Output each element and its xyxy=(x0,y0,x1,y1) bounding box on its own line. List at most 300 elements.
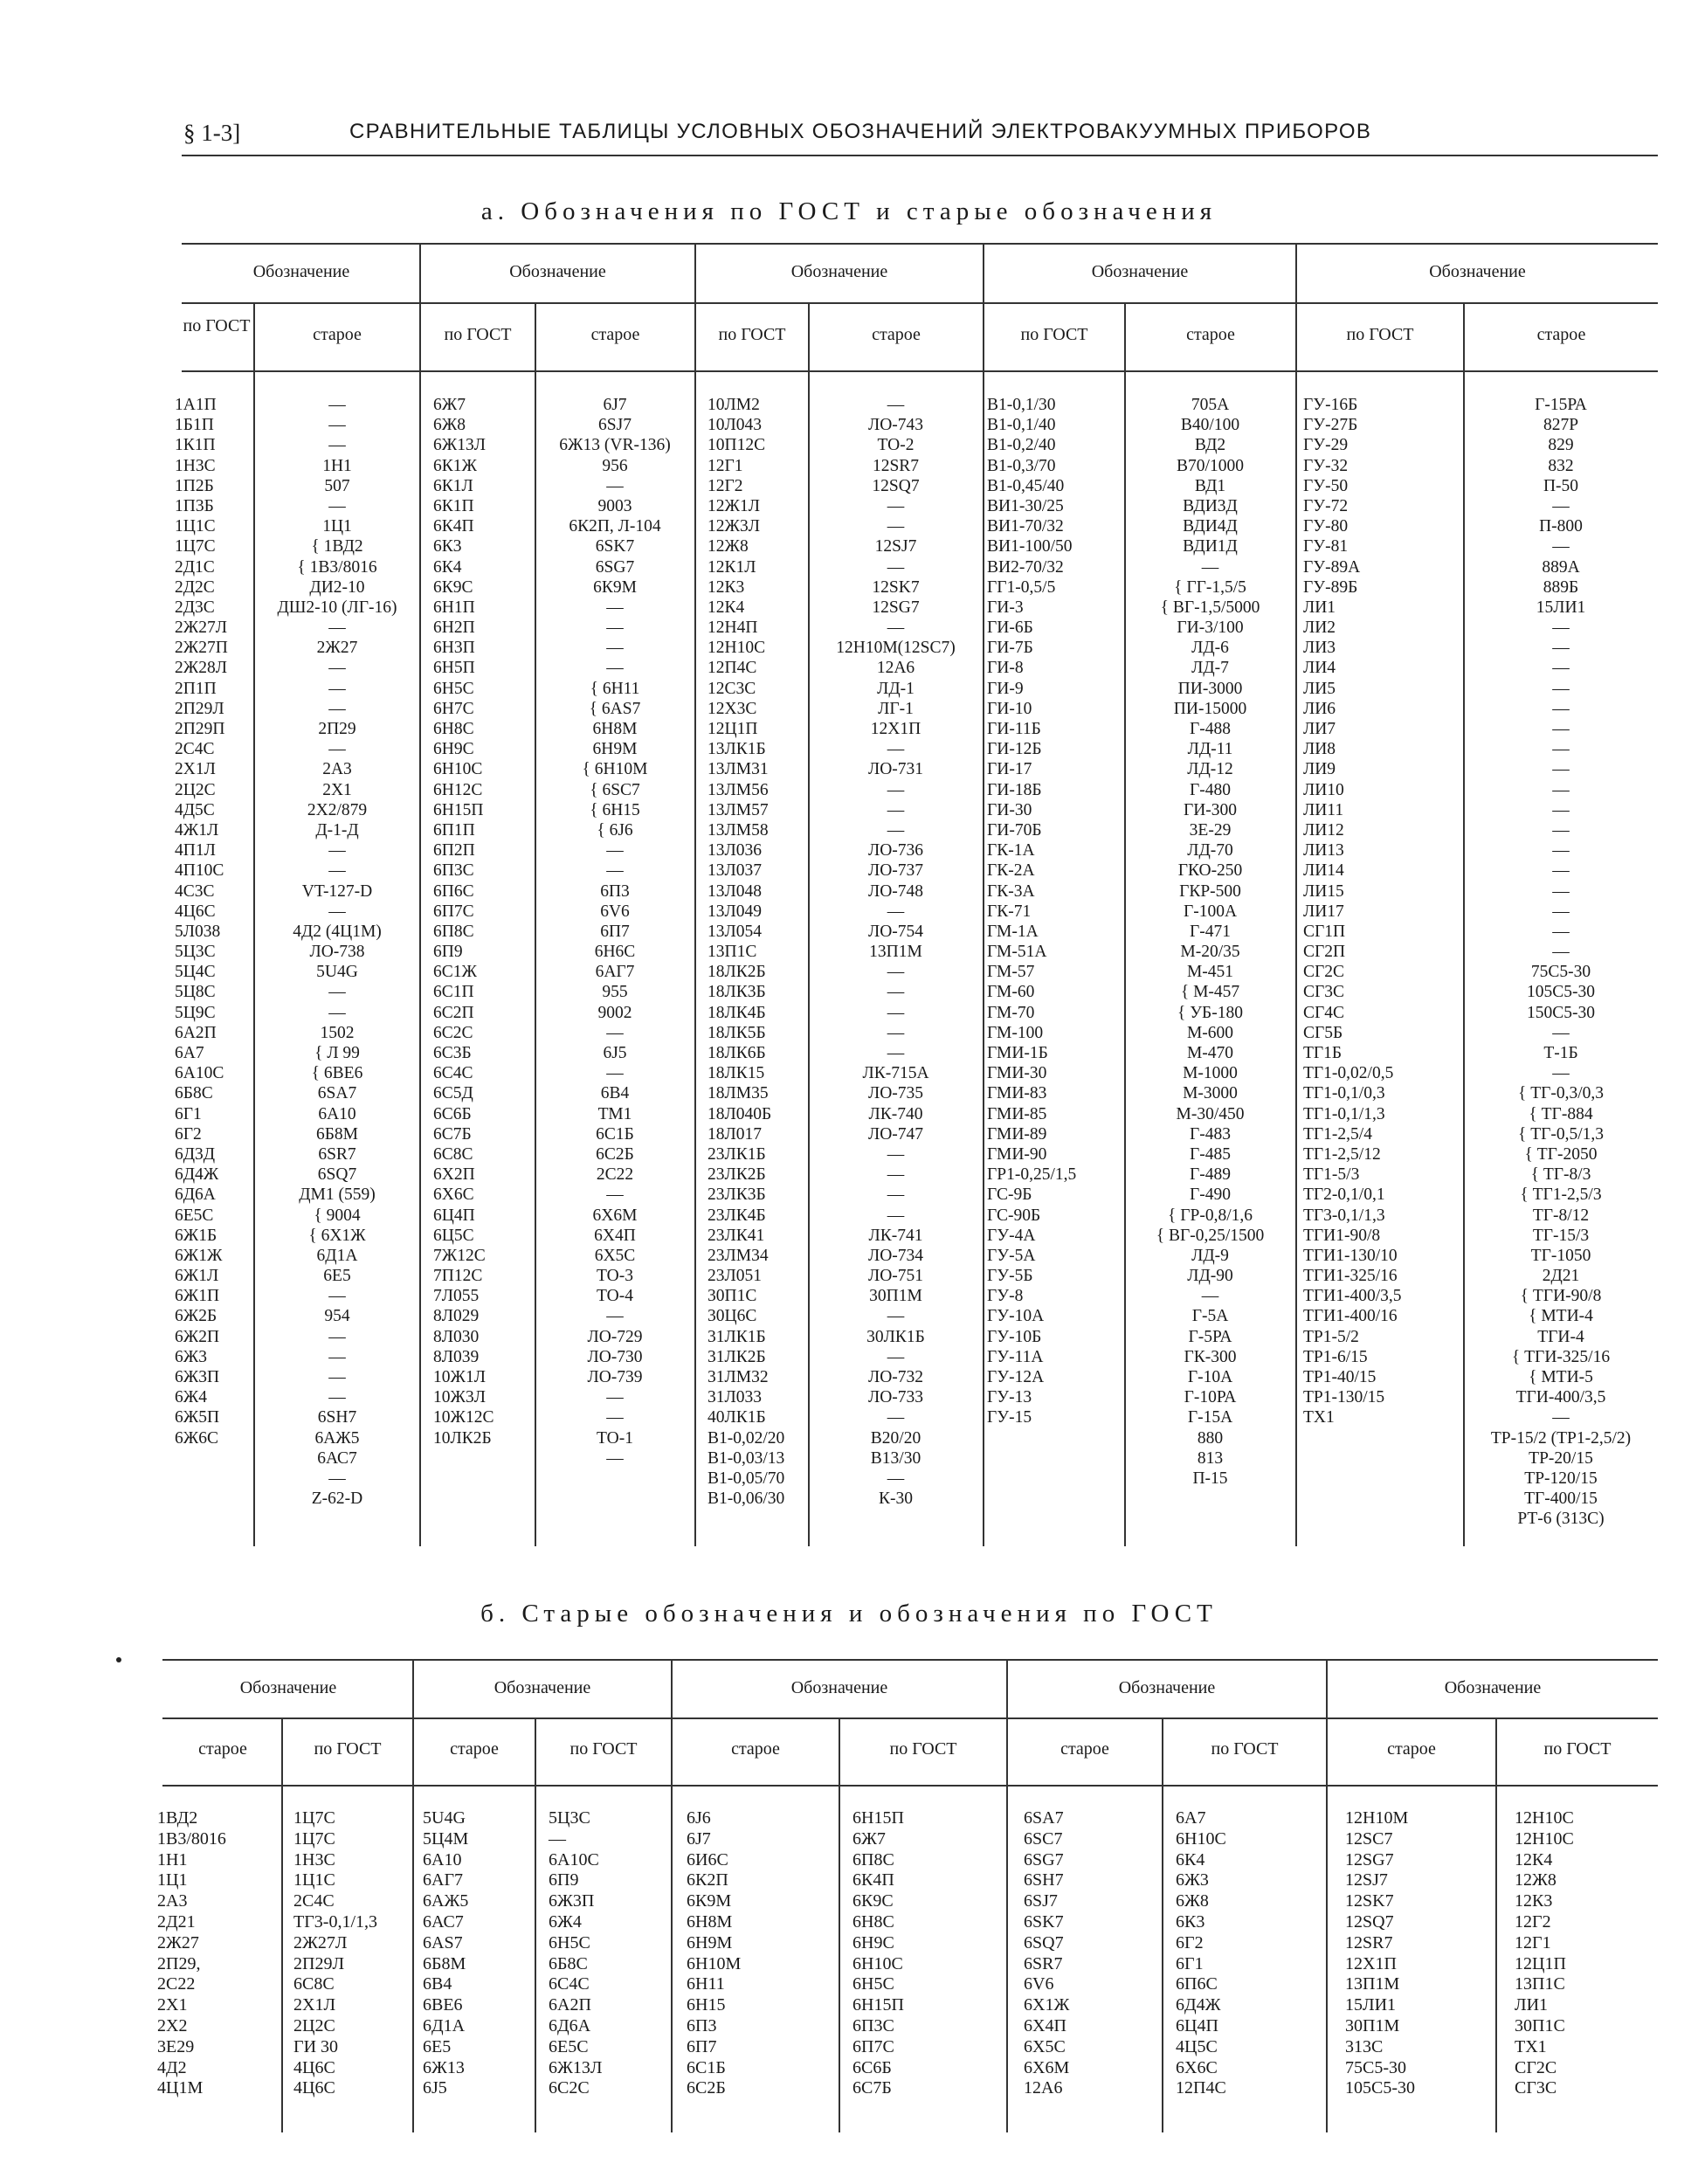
table-a-col-old xyxy=(810,395,982,1509)
page-title: СРАВНИТЕЛЬНЫЕ ТАБЛИЦЫ УСЛОВНЫХ ОБОЗНАЧЕНИЙ ЭЛЕКТРОВАКУУМНЫХ ПРИБОРОВ xyxy=(349,120,1372,143)
table-cell: 6Б8М xyxy=(423,1953,466,1973)
table-cell: В1-0,3/70 xyxy=(987,456,1056,475)
table-cell: 2С4С xyxy=(293,1891,335,1911)
table-a-group-divider xyxy=(983,245,984,1546)
table-cell: ЛО-747 xyxy=(867,1124,924,1144)
table-cell: 6V6 xyxy=(1024,1974,1054,1994)
table-cell: 1Н3С xyxy=(293,1849,335,1870)
table-cell: ТР1-5/2 xyxy=(1303,1327,1359,1346)
table-cell: 2Х1Л xyxy=(175,760,216,779)
table-cell: ГКО-250 xyxy=(1177,861,1243,881)
table-cell: 6Н10С xyxy=(1176,1828,1226,1849)
table-cell: 6П3С xyxy=(433,861,474,881)
table-cell: 6П7 xyxy=(687,2036,717,2056)
table-b-caption: б. Старые обозначения и обозначения по ГОСТ xyxy=(480,1600,1218,1628)
table-cell: ГС-9Б xyxy=(987,1185,1032,1205)
table-cell: ГУ-8 xyxy=(987,1287,1024,1306)
table-cell: СГ5Б xyxy=(1303,1023,1343,1042)
table-cell: 23ЛК41 xyxy=(708,1226,765,1245)
table-cell: 2Х2 xyxy=(157,2015,188,2035)
table-cell: ЛД-6 xyxy=(1191,639,1229,658)
table-cell: 7Л055 xyxy=(433,1287,480,1306)
table-cell: 6К9М xyxy=(593,577,637,597)
table-a-group-divider xyxy=(694,245,696,1546)
table-cell: 6SC7 xyxy=(1024,1828,1063,1849)
table-cell: — xyxy=(887,496,905,515)
table-cell: Г-10РА xyxy=(1184,1388,1237,1407)
table-cell: 6Х1Ж xyxy=(1024,1995,1070,2015)
table-cell: 31ЛК2Б xyxy=(708,1347,766,1366)
table-cell: 13П1С xyxy=(708,943,757,962)
table-cell: 6К4 xyxy=(433,557,462,577)
table-cell: — xyxy=(328,699,346,718)
table-cell: ГС-90Б xyxy=(987,1206,1041,1225)
table-cell: 2П29Л xyxy=(293,1953,345,1973)
table-cell: 5Ц9С xyxy=(175,1003,216,1022)
table-cell: ГМ-60 xyxy=(987,983,1035,1002)
table-b-col-old xyxy=(1345,1808,1494,2099)
table-cell: 4Д2 xyxy=(157,2057,187,2077)
table-cell: ЛИ2 xyxy=(1303,619,1336,638)
table-cell: — xyxy=(1552,922,1570,941)
table-cell: — xyxy=(1552,780,1570,799)
table-cell: 2П29, xyxy=(157,1953,201,1973)
table-cell: 2Д1С xyxy=(175,557,215,577)
table-cell: В13/30 xyxy=(870,1448,921,1468)
table-cell: СГ4С xyxy=(1303,1003,1345,1022)
table-cell: { ТГИ-325/16 xyxy=(1511,1347,1611,1366)
table-cell: — xyxy=(606,1388,624,1407)
table-cell: 5Л038 xyxy=(175,922,221,941)
table-cell: — xyxy=(606,1064,624,1083)
table-cell: 10Ж12С xyxy=(433,1408,494,1427)
table-cell: ВИ1-30/25 xyxy=(987,496,1064,515)
table-cell: 6П8С xyxy=(433,922,474,941)
table-cell: 2Д21 xyxy=(1542,1267,1580,1286)
table-cell: 6Н3П xyxy=(433,639,475,658)
table-cell: 12Г1 xyxy=(1515,1932,1551,1952)
table-cell: — xyxy=(606,619,624,638)
table-cell: ТГ-15/3 xyxy=(1532,1226,1590,1245)
table-cell: 6С4С xyxy=(549,1974,590,1994)
table-cell: ТГИ1-325/16 xyxy=(1303,1267,1398,1286)
table-cell: ГМ-70 xyxy=(987,1003,1035,1022)
header-rule xyxy=(182,155,1658,156)
table-cell: ГИ-18Б xyxy=(987,780,1042,799)
table-cell: — xyxy=(328,1327,346,1346)
table-cell: 12SR7 xyxy=(872,456,920,475)
table-cell: ГМИ-89 xyxy=(987,1124,1047,1144)
table-cell: ЛО-733 xyxy=(867,1388,924,1407)
table-cell: 2Д3С xyxy=(175,598,215,617)
table-cell: 6Г2 xyxy=(175,1124,202,1144)
table-cell: 12SK7 xyxy=(1345,1891,1394,1911)
table-cell: ТГ1-0,1/1,3 xyxy=(1303,1104,1385,1123)
table-cell: 6Н9М xyxy=(592,740,638,759)
table-cell: 1П2Б xyxy=(175,476,214,495)
table-a-subheader-old: старое xyxy=(590,325,640,344)
table-cell: 6Н5С xyxy=(852,1974,894,1994)
table-cell: ГКР-500 xyxy=(1179,881,1241,901)
table-cell: 6К9М xyxy=(687,1891,732,1911)
table-cell: 6С2Б xyxy=(596,1144,634,1164)
table-cell: 6SR7 xyxy=(1024,1953,1063,1973)
table-cell: 12Н10С xyxy=(1515,1828,1574,1849)
table-cell: 6С1Б xyxy=(596,1124,634,1144)
table-cell: ЛД-1 xyxy=(877,679,915,698)
table-cell: 1Ц1 xyxy=(322,517,352,536)
table-cell: ГИ-6Б xyxy=(987,619,1033,638)
table-cell: ГУ-50 xyxy=(1303,476,1349,495)
table-cell: 30П1М xyxy=(869,1287,922,1306)
table-cell: 8Л039 xyxy=(433,1347,480,1366)
table-cell: 12Х3С xyxy=(708,699,757,718)
table-cell: ТГ2-0,1/0,1 xyxy=(1303,1185,1385,1205)
table-cell: 2Ц2С xyxy=(175,780,216,799)
table-cell: П-15 xyxy=(1192,1469,1228,1488)
table-cell: 6АГ7 xyxy=(423,1870,464,1890)
table-cell: 6К4П xyxy=(433,517,474,536)
table-a-subheader-gost: по ГОСТ xyxy=(1346,325,1414,344)
table-cell: — xyxy=(1552,881,1570,901)
table-cell: — xyxy=(606,841,624,860)
table-cell: — xyxy=(1552,1064,1570,1083)
table-cell: 8Л030 xyxy=(433,1327,480,1346)
table-cell: ЛИ10 xyxy=(1303,780,1344,799)
table-cell: СГ3С xyxy=(1515,2078,1557,2098)
table-cell: М-20/35 xyxy=(1180,943,1240,962)
table-cell: В1-0,02/20 xyxy=(708,1428,785,1448)
table-cell: 6Ж6С xyxy=(175,1428,218,1448)
table-cell: 6ВЕ6 xyxy=(423,1995,463,2015)
table-cell: 6Ж2Б xyxy=(175,1307,217,1326)
table-cell: 18ЛК15 xyxy=(708,1064,765,1083)
table-cell: ГУ-89Б xyxy=(1303,577,1358,597)
table-cell: 6П8С xyxy=(852,1849,894,1870)
table-cell: 6С6Б xyxy=(852,2057,892,2077)
table-cell: — xyxy=(887,1347,905,1366)
table-cell: 6С7Б xyxy=(852,2078,892,2098)
table-cell: 2С4С xyxy=(175,740,215,759)
table-cell: 12SJ7 xyxy=(874,537,917,556)
table-cell: 1Б1П xyxy=(175,416,214,435)
table-cell: 15ЛИ1 xyxy=(1536,598,1586,617)
table-cell: 18Л017 xyxy=(708,1124,762,1144)
table-cell: 507 xyxy=(324,476,350,495)
table-cell: — xyxy=(328,983,346,1002)
table-b-subheader-gost: по ГОСТ xyxy=(569,1739,638,1759)
table-cell: — xyxy=(1552,639,1570,658)
table-cell: 6J5 xyxy=(423,2078,447,2098)
table-cell: 18ЛК6Б xyxy=(708,1044,766,1062)
table-cell: 6Д6А xyxy=(175,1185,216,1205)
table-cell: 6Ж3П xyxy=(549,1891,595,1911)
table-cell: 6К3 xyxy=(1176,1911,1205,1932)
table-cell: 18ЛМ35 xyxy=(708,1084,769,1103)
table-cell: — xyxy=(328,679,346,698)
table-cell: 13Л037 xyxy=(708,861,762,881)
table-cell: 12Ц1П xyxy=(1515,1953,1566,1973)
table-cell: 12Н4П xyxy=(708,619,758,638)
table-b-sub-divider xyxy=(535,1719,536,2132)
table-cell: 954 xyxy=(324,1307,350,1326)
table-cell: 6Х6С xyxy=(1176,2057,1218,2077)
table-cell: 6С7Б xyxy=(433,1124,472,1144)
table-b-group-divider xyxy=(1326,1661,1328,2132)
table-cell: 6А2П xyxy=(175,1023,217,1042)
table-cell: ВД1 xyxy=(1194,476,1226,495)
table-b-group-header: Обозначение xyxy=(790,1678,888,1697)
table-cell: Г-10А xyxy=(1187,1368,1233,1386)
table-cell: ВДИ4Д xyxy=(1183,517,1238,536)
table-b-subheader-old: старое xyxy=(198,1739,247,1759)
table-cell: 2Д21 xyxy=(157,1911,196,1932)
table-cell: 8Л029 xyxy=(433,1307,480,1326)
table-cell: 6К1Ж xyxy=(433,456,477,475)
table-cell: ТР-20/15 xyxy=(1529,1448,1593,1468)
table-cell: ГУ-12А xyxy=(987,1368,1045,1386)
table-a-group-header: Обозначение xyxy=(1429,262,1526,281)
table-cell: 6Х6М xyxy=(1024,2057,1070,2077)
table-cell: 1П3Б xyxy=(175,496,214,515)
table-cell: 6С8С xyxy=(433,1144,473,1164)
table-cell: — xyxy=(328,416,346,435)
table-cell: 813 xyxy=(1197,1448,1224,1468)
table-cell: 6Ж3 xyxy=(1176,1870,1209,1890)
table-cell: — xyxy=(1552,679,1570,698)
table-cell: 6С1Б xyxy=(687,2057,726,2077)
table-cell: 1Ц7С xyxy=(293,1808,335,1828)
table-cell: 1Ц1С xyxy=(293,1870,335,1890)
table-cell: — xyxy=(328,740,346,759)
table-cell: 75С5-30 xyxy=(1345,2057,1406,2077)
table-cell: 1Н1 xyxy=(322,456,352,475)
table-cell: 13ЛМ31 xyxy=(708,760,769,779)
table-cell: 2Ж28Л xyxy=(175,659,227,678)
table-cell: { 6Н11 xyxy=(590,679,640,698)
table-cell: 2Ж27 xyxy=(157,1932,199,1952)
table-cell: — xyxy=(887,557,905,577)
table-cell: 12К3 xyxy=(708,577,745,597)
table-cell: 6J5 xyxy=(603,1044,627,1062)
table-cell: ГУ-15 xyxy=(987,1408,1032,1427)
table-cell: 4С3С xyxy=(175,881,215,901)
table-cell: ВИ1-100/50 xyxy=(987,537,1073,556)
table-cell: 12Г2 xyxy=(708,476,743,495)
table-cell: ГГ1-0,5/5 xyxy=(987,577,1056,597)
table-cell: 6SH7 xyxy=(317,1408,357,1427)
table-cell: — xyxy=(606,1408,624,1427)
table-cell: ЛО-739 xyxy=(587,1368,643,1386)
table-a-col-gost xyxy=(708,395,807,1509)
table-cell: СГ3С xyxy=(1303,983,1345,1002)
table-cell: { 1ВД2 xyxy=(311,537,363,556)
table-cell: ГУ-5Б xyxy=(987,1267,1033,1286)
table-cell: { ВГ-1,5/5000 xyxy=(1160,598,1260,617)
table-cell: ГИ-30 xyxy=(987,800,1032,819)
table-cell: 12К4 xyxy=(1515,1849,1553,1870)
table-cell: — xyxy=(328,1469,346,1488)
table-cell: 6Х4П xyxy=(594,1226,636,1245)
table-cell: — xyxy=(887,1206,905,1225)
table-b-subheader-gost: по ГОСТ xyxy=(1211,1739,1279,1759)
table-cell: ЛИ3 xyxy=(1303,639,1336,658)
table-cell: 6Ж4 xyxy=(175,1388,207,1407)
table-cell: 6Ж3 xyxy=(175,1347,207,1366)
table-cell: СГ2П xyxy=(1303,943,1346,962)
table-cell: ТО-3 xyxy=(597,1267,633,1286)
table-cell: Г-5А xyxy=(1191,1307,1229,1326)
table-cell: — xyxy=(1552,820,1570,840)
table-cell: 6Н8С xyxy=(852,1911,894,1932)
table-cell: ТГИ-4 xyxy=(1537,1327,1584,1346)
table-cell: 6С2Б xyxy=(687,2078,726,2098)
table-cell: — xyxy=(606,598,624,617)
table-cell: ТГ3-0,1/1,3 xyxy=(293,1911,377,1932)
table-cell: Г-15РА xyxy=(1535,396,1587,414)
table-cell: — xyxy=(887,1307,905,1326)
table-cell: ГИ-12Б xyxy=(987,740,1042,759)
table-cell: 6П2П xyxy=(433,841,475,860)
table-cell: 6SA7 xyxy=(317,1084,357,1103)
table-cell: 12Х1П xyxy=(1345,1953,1397,1973)
table-cell: ЛО-751 xyxy=(867,1267,924,1286)
table-cell: { 6Н10М xyxy=(582,760,648,779)
table-cell: 1К1П xyxy=(175,436,216,455)
table-a-group-header: Обозначение xyxy=(252,262,350,281)
table-cell: 6Н9С xyxy=(852,1932,894,1952)
margin-dot xyxy=(116,1657,121,1662)
table-cell: 6Е5С xyxy=(175,1206,214,1225)
table-cell: 832 xyxy=(1548,456,1574,475)
table-cell: ГМ-57 xyxy=(987,963,1035,982)
table-a-col-gost xyxy=(987,395,1123,1428)
table-cell: 4Ж1Л xyxy=(175,820,219,840)
table-cell: 6Ж3П xyxy=(175,1368,220,1386)
table-cell: 6К9С xyxy=(433,577,473,597)
table-cell: — xyxy=(887,1003,905,1022)
table-cell: — xyxy=(887,902,905,921)
table-cell: ГИ-3/100 xyxy=(1177,619,1244,638)
table-cell: 1Н3С xyxy=(175,456,216,475)
table-cell: ГИ-7Б xyxy=(987,639,1033,658)
table-b-head-rule xyxy=(162,1785,1658,1787)
table-cell: 6С8С xyxy=(293,1974,335,1994)
table-cell: 12SR7 xyxy=(1345,1932,1393,1952)
table-cell: 13ЛМ57 xyxy=(708,800,769,819)
table-cell: 6Н8М xyxy=(687,1911,733,1932)
table-cell: — xyxy=(328,1003,346,1022)
table-cell: Г-490 xyxy=(1189,1185,1232,1205)
table-cell: 6С6Б xyxy=(433,1104,472,1123)
table-cell: 5U4G xyxy=(423,1808,466,1828)
table-cell: 6Х2П xyxy=(433,1165,475,1185)
table-a-subheader-gost: по ГОСТ xyxy=(183,316,251,335)
table-cell: Г-15А xyxy=(1187,1408,1233,1427)
table-cell: ГК-300 xyxy=(1184,1347,1237,1366)
table-cell: ТХ1 xyxy=(1515,2036,1547,2056)
table-cell: 5Ц3С xyxy=(175,943,216,962)
table-a-col-old xyxy=(536,395,694,1469)
table-cell: ТГИ1-130/10 xyxy=(1303,1246,1398,1265)
table-cell: 6П3С xyxy=(852,2015,894,2035)
table-cell: 7П12С xyxy=(433,1267,483,1286)
table-cell: ЛИ8 xyxy=(1303,740,1336,759)
table-cell: 12Н10С xyxy=(1515,1808,1574,1828)
table-cell: 4Д2 (4Ц1М) xyxy=(293,922,382,941)
table-cell: 6Ц5С xyxy=(433,1226,474,1245)
table-cell: 6SA7 xyxy=(1024,1808,1064,1828)
table-cell: 6Х4П xyxy=(1024,2015,1066,2035)
table-cell: 12К4 xyxy=(708,598,745,617)
table-cell: 4П10С xyxy=(175,861,224,881)
table-cell: — xyxy=(328,396,346,414)
table-cell: 6П7 xyxy=(600,922,630,941)
table-cell: ЛД-90 xyxy=(1187,1267,1233,1286)
table-cell: 6Ж13Л xyxy=(549,2057,603,2077)
table-cell: 6Ж2П xyxy=(175,1327,220,1346)
table-cell: К-30 xyxy=(879,1489,913,1509)
table-cell: 1502 xyxy=(320,1023,355,1042)
table-cell: ГМ-100 xyxy=(987,1023,1044,1042)
table-cell: ТГИ1-400/3,5 xyxy=(1303,1287,1402,1306)
table-cell: 6П7С xyxy=(852,2036,894,2056)
table-cell: 889А xyxy=(1542,557,1580,577)
table-cell: 6Ж8 xyxy=(433,416,466,435)
table-cell: 889Б xyxy=(1543,577,1579,597)
table-cell: 6Н11 xyxy=(687,1974,725,1994)
table-a-group-header: Обозначение xyxy=(1091,262,1189,281)
table-cell: 6Н10С xyxy=(852,1953,903,1973)
table-a-group-divider xyxy=(1295,245,1297,1546)
table-cell: ГУ-80 xyxy=(1303,517,1349,536)
table-cell: — xyxy=(606,659,624,678)
table-cell: — xyxy=(328,496,346,515)
table-cell: ТГ-400/15 xyxy=(1524,1489,1598,1509)
table-cell: ЛИ17 xyxy=(1303,902,1344,921)
table-cell: ЛК-740 xyxy=(868,1104,923,1123)
table-cell: { 6SC7 xyxy=(590,780,640,799)
table-cell: 10ЛМ2 xyxy=(708,396,760,414)
table-cell: — xyxy=(887,1408,905,1427)
table-b-group-divider xyxy=(671,1661,673,2132)
table-cell: 6АЖ5 xyxy=(314,1428,360,1448)
table-cell: ЛО-736 xyxy=(867,841,924,860)
table-cell: 105С5-30 xyxy=(1527,983,1595,1002)
table-cell: 105С5-30 xyxy=(1345,2078,1415,2098)
table-cell: 30П1С xyxy=(1515,2015,1565,2035)
table-cell: 23ЛК4Б xyxy=(708,1206,766,1225)
table-cell: 6К1Л xyxy=(433,476,473,495)
table-cell: 1Ц7С xyxy=(293,1828,335,1849)
table-cell: 6Б8С xyxy=(549,1953,588,1973)
table-cell: Т-1Б xyxy=(1543,1044,1578,1062)
table-cell: 31Л033 xyxy=(708,1388,762,1407)
table-a-caption: а. Обозначения по ГОСТ и старые обозначения xyxy=(480,197,1218,225)
table-cell: 5Ц4М xyxy=(423,1828,469,1849)
table-cell: 6С2С xyxy=(433,1023,473,1042)
table-cell: — xyxy=(606,1185,624,1205)
table-cell: ВДИ1Д xyxy=(1183,537,1238,556)
table-cell: 12Ж1Л xyxy=(708,496,760,515)
table-cell: 1Ц1 xyxy=(157,1870,188,1890)
table-cell: 12SG7 xyxy=(872,598,920,617)
table-b-group-header: Обозначение xyxy=(239,1678,337,1697)
table-cell: 23ЛК2Б xyxy=(708,1165,766,1185)
table-cell: 9003 xyxy=(597,496,632,515)
table-cell: — xyxy=(328,861,346,881)
table-cell: ДШ2-10 (ЛГ-16) xyxy=(277,598,397,617)
